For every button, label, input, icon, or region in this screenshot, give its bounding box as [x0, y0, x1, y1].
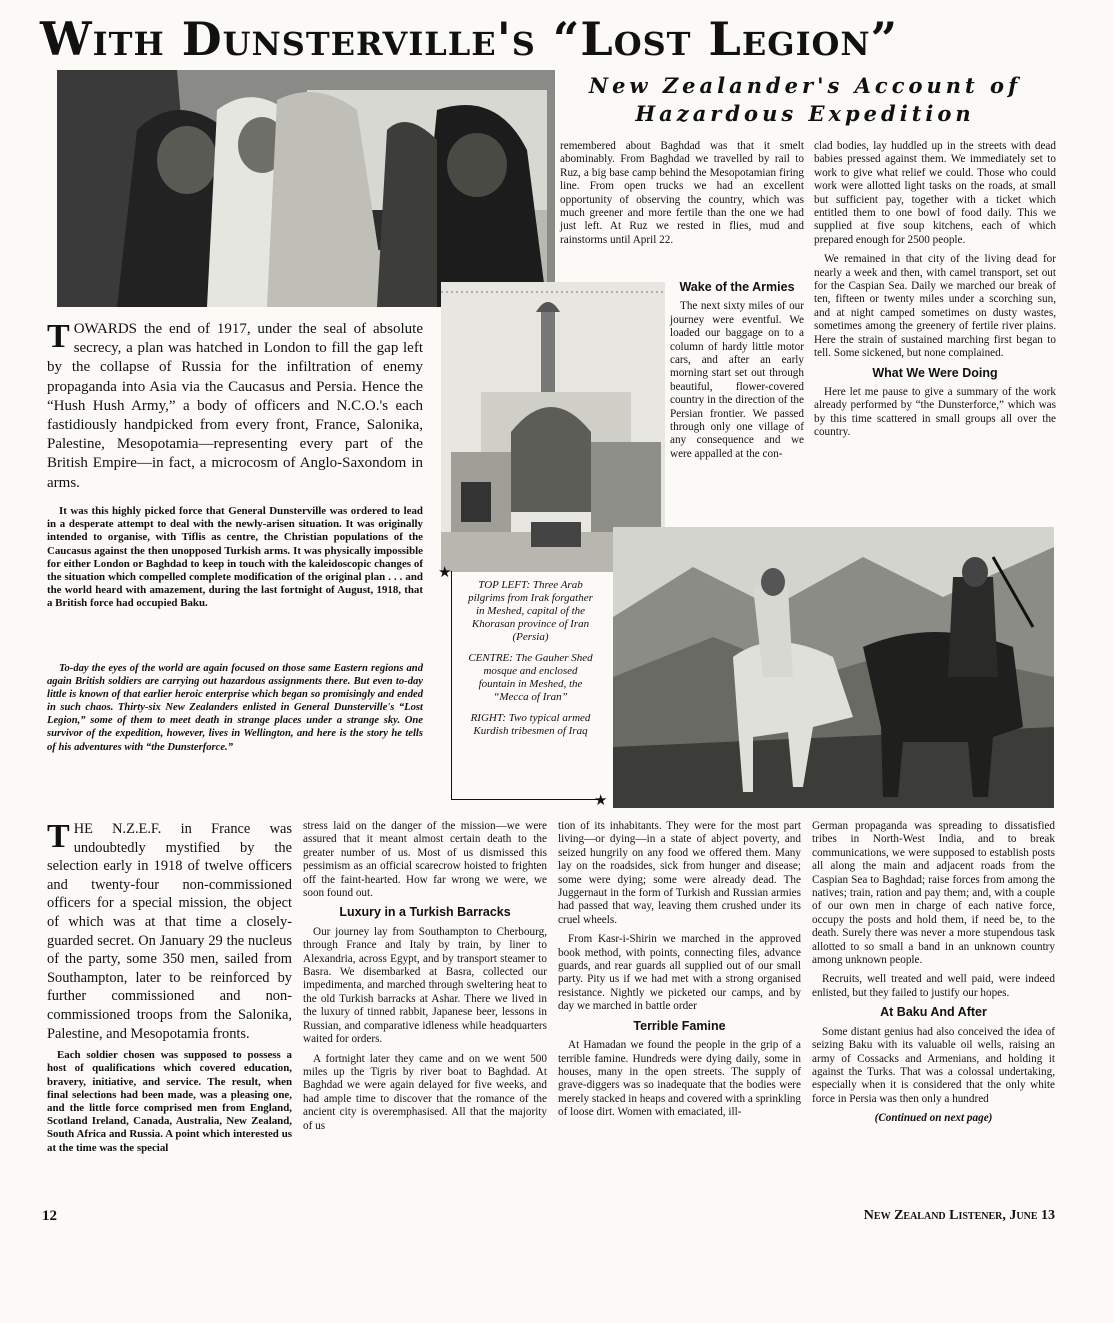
photo-captions [451, 571, 603, 800]
photo-kurdish-tribesmen [613, 527, 1054, 808]
star-ornament-top: ★ [438, 565, 452, 581]
lower-column-4: German propaganda was spreading to dissatisfied tribes in North-West India, and to break communications, we were supposed to establish posts all along the main and adjacent roads from the Caspian Sea to Baghdad; raise forces from among the natives; train, ration and pay them; and, with a couple of our own men in charge of each native force, occupy the posts and hold them, if need be, to the death. Surely there was never a more stupendous task allotted to so small a band in an unknown country among unknown people. Recruits, well treated and well paid, were indeed enlisted, but they failed to justify our hopes. At Baku And After Some distant genius had also conceived the idea of seizing Baku with its valuable oil wells, raising an army of Cossacks and Armenians, and holding it against the Turks. That was a colossal undertaking, especially when it is considered that the only white force in Persia was then only a hundred (Continued on next page) [812, 820, 1055, 1125]
lower-column-1: T HE N.Z.E.F. in France was undoubtedly mystified by the selection early in 1918 of twelve officers and twenty-four non-commissioned officers for a special mission, the object of which was at that time a closely-guarded secret. On January 29 the nucleus of the party, some 350 men, sailed from Southampton, later to be reinforced by further commissioned and non-commissioned troops from the Salonika, Palestine, and Mesopotamia fronts. Each soldier chosen was supposed to possess a host of qualifications which covered education, bravery, initiative, and service. The result, when final selections had been made, was a pleasing one, and the little force comprised men from England, Scotland Ireland, Canada, Australia, New Zealand, South Africa and Russia. A point which interested us at the time was the special [47, 818, 292, 1154]
lower-column-3: tion of its inhabitants. They were for the most part living—or dying—in a state of abject poverty, and seized hungrily on any food we offered them. Many lay on the roadsides, sick from hunger and disease; some were dying; some were already dead. The Juggernaut in the form of Turkish and Russian armies had passed that way, leaving them crushed under its cruel wheels. From Kasr-i-Shirin we marched in the approved book method, with points, connecting files, advance guards, and rear guards all supplied out of our small party. Pity us if we had met with a strong organised resistance. Nightly we picketed our camps, and by day we marched in battle order Terrible Famine At Hamadan we found the people in the grip of a terrible famine. Hundreds were dying daily, some in houses, many in the open streets. The supply of grave-diggers was so inadequate that the bodies were merely stacked in heaps and covered with a sprinkling of loose dirt. Women with emaciated, ill- [558, 820, 801, 1119]
caption-centre: CENTRE: The Gauher Shed mosque and enclosed fountain in Meshed, the “Mecca of Iran” [468, 652, 593, 703]
upper-column-2b: Wake of the Armies The next sixty miles of our journey were eventful. We loaded our baggage on to a column of hardy little motor cars, and after an early morning start set out through beautiful, flower-covered country in the direction of the Persian frontier. We passed through only one village of any consequence and we were appalled at the con- [670, 280, 804, 460]
intro-paragraph-3: To-day the eyes of the world are again focused on those same Eastern regions and again British soldiers are carrying out hazardous assignments there. But even to-day little is known of that earlier heroic enterprise which began so promisingly and ended in such chaos. Thirty-six New Zealanders enlisted in General Dunsterville's “Lost Legion,” some of them to meet death in strange places under a strange sky. One survivor of the expedition, however, lives in Wellington, and here is the story he tells of his adventures with “the Dunsterforce.” [47, 663, 423, 753]
intro-paragraph-1: T OWARDS the end of 1917, under the seal of absolute secrecy, a plan was hatched in London to fill the gap left by the collapse of Russia for the infiltration of enemy propaganda into Asia via the Caucasus and Persia. Hence the “Hush Hush Army,” a body of officers and N.C.O.'s each fastidiously handpicked from every front, France, Salonika, Palestine, Mesopotamia—representing every part of the British Empire—in fact, a microcosm of Anglo-Saxondom in arms. [47, 318, 423, 491]
subhead-line-2: Hazardous Expedition [635, 101, 975, 126]
heading-terrible-famine: Terrible Famine [633, 1018, 726, 1033]
page-number: 12 [42, 1208, 57, 1224]
upper-column-3: clad bodies, lay huddled up in the streets with dead babies pressed against them. We immediately set to work to give what relief we could. Those who could work were allotted light tasks on the roads, at small but sufficient pay, together with a ticket which entitled them to one bowl of food daily. This we supplied at five soup kitchens, each of which prepared enough for 2500 people. We remained in that city of the living dead for nearly a week and then, with camel transport, set out for the Caspian Sea. Daily we marched our break of ten, fifteen or twenty miles under a scorching sun, and at night camped sometimes on dusty wastes, sometimes among the greenery of fertile river plains. Here the strain of sustained marching first began to tell. Some sickened, but none complained. What We Were Doing Here let me pause to give a summary of the work already performed by “the Dunsterforce,” which was by this time scattered in small groups all over the country. [814, 140, 1056, 439]
lower-column-2: stress laid on the danger of the mission—we were assured that it meant almost certain death to the greater number of us. Most of us dismissed this pessimism as an official scarecrow hoisted to frighten off the faint-hearted. How far wrong we were, we soon found out. Luxury in a Turkish Barracks Our journey lay from Southampton to Cherbourg, through France and Italy by train, by liner to Alexandria, across Egypt, and by transport steamer to Basra. We disembarked at Basra, collected our impedimenta, and marched through sweltering heat to the old Turkish barracks at Ashar. There we lived in the luxury of tinned rabbit, Japanese beer, lessons in Russian, and comparative idleness while headquarters waited for orders. A fortnight later they came and on we went 500 miles up the Tigris by river boat to Baghdad. At Baghdad we were again delayed for five weeks, and had ample time to discover that the romance of the ancient city is overemphasised. All that the majority of us [303, 820, 547, 1132]
heading-luxury-in-a-turkish-barracks: Luxury in a Turkish Barracks [339, 905, 511, 920]
heading-at-baku-and-after: At Baku And After [880, 1005, 987, 1020]
lower-column-1-lead: T HE N.Z.E.F. in France was undoubtedly mystified by the selection early in 1918 of twelve officers and twenty-four non-commissioned officers for a special mission, the object of which was at that time a closely-guarded secret. On January 29 the nucleus of the party, some 350 men, sailed from Southampton, later to be reinforced by further commissioned and non-commissioned troops from the Salonika, Palestine, and Mesopotamia fronts. [47, 818, 292, 1042]
dropcap: T [47, 818, 70, 855]
continued-note: (Continued on next page) [874, 1112, 993, 1125]
subhead [560, 72, 1050, 128]
caption-right: RIGHT: Two typical armed Kurdish tribesmen of Iraq [470, 712, 591, 737]
photo-arab-pilgrims [57, 70, 555, 307]
headline: With Dunsterville's “Lost Legion” [40, 12, 899, 66]
caption-top-left: TOP LEFT: Three Arab pilgrims from Irak forgather in Meshed, capital of the Khorasan province of Iran (Persia) [468, 579, 593, 643]
heading-wake-of-the-armies: Wake of the Armies [679, 280, 795, 294]
star-ornament-bottom: ★ [594, 793, 608, 809]
heading-what-we-were-doing: What We Were Doing [872, 365, 998, 380]
subhead-line-1: New Zealander's Account of [588, 73, 1022, 98]
publication-footer: New Zealand Listener, June 13 [863, 1208, 1055, 1223]
dropcap: T [47, 318, 70, 355]
intro-paragraph-2: It was this highly picked force that General Dunsterville was ordered to lead in a desperate attempt to deal with the newly-arisen situation. It was originally intended to organise, with Tiflis as centre, the Christian populations of the Caucasus against the then unopposed Turkish arms. It was physically impossible for either London or Baghdad to keep in touch with the kaleidoscopic changes of the situation which compelled complete modification of the original plan . . . and the world heard with amazement, during the last fortnight of August, 1918, that a British force had occupied Baku. [47, 505, 423, 610]
upper-column-2: remembered about Baghdad was that it smelt abominably. From Baghdad we travelled by rail to Ruz, a big base camp behind the Mesopotamian firing line. From open trucks we had an excellent opportunity of observing the country, which was much greener and more fertile than the one we had just left. At Ruz we rested in flies, mud and rainstorms until April 22. [560, 140, 804, 246]
